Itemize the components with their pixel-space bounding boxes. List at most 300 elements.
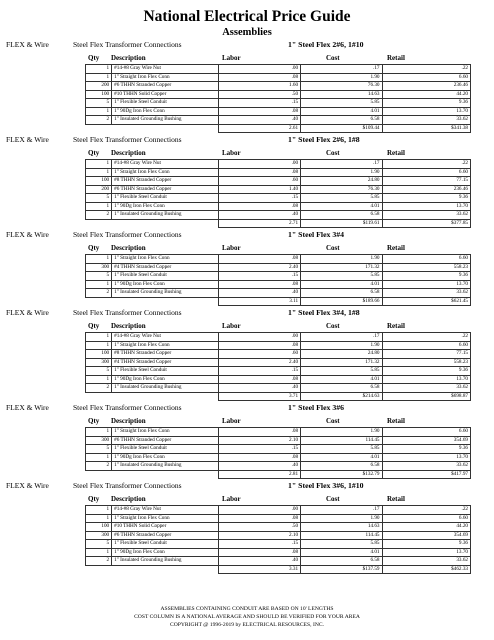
total-cost: $189.66 [301,297,382,306]
cell-retail: 33.62 [382,557,470,566]
cell-description: 1" 90Dg Iron Flex Conn [112,375,219,384]
cell-cost: 171.32 [301,263,382,272]
column-header-description: Description [111,495,146,503]
cell-qty: 2 [86,116,112,125]
cell-cost: 14.63 [301,90,382,99]
cell-retail: 558.23 [382,358,470,367]
cell-cost: 76.30 [301,82,382,91]
section-type: Steel Flex Transformer Connections [73,481,182,490]
cell-cost: 24.80 [301,350,382,359]
cell-description: 1" 90Dg Iron Flex Conn [112,280,219,289]
table-row [86,82,471,91]
cell-retail: 13.70 [382,375,470,384]
table-row [86,255,471,264]
cell-description: #14-#8 Gray Wire Nut [112,506,219,515]
cell-cost: .17 [301,65,382,74]
total-labor: 3.71 [218,392,300,401]
cell-labor: .15 [218,99,300,108]
section-header [0,402,494,413]
cell-labor: .15 [218,272,300,281]
cell-qty: 1 [86,202,112,211]
cell-cost: 5.85 [301,272,382,281]
section-name: 1" Steel Flex 3#4 [288,230,345,239]
cell-cost: 4.01 [301,375,382,384]
column-headers [0,148,494,159]
table-row [86,280,471,289]
cell-description: 1" 90Dg Iron Flex Conn [112,548,219,557]
cell-qty: 1 [86,341,112,350]
cell-labor: .60 [218,177,300,186]
cell-retail: 6.60 [382,341,470,350]
cell-retail: .22 [382,65,470,74]
cell-labor: .08 [218,548,300,557]
total-row [86,565,471,574]
cell-qty: 1 [86,375,112,384]
blank-cell [86,392,112,401]
cell-retail: 9.36 [382,367,470,376]
cell-qty: 2 [86,211,112,220]
blank-cell [86,297,112,306]
cell-labor: .50 [218,90,300,99]
cell-description: 1" Insulated Grounding Bushing [112,116,219,125]
cell-description: 1" Insulated Grounding Bushing [112,289,219,298]
assembly-items-table [85,64,471,133]
table-row [86,514,471,523]
cell-description: 1" Flexible Steel Conduit [112,540,219,549]
cell-retail: 236.46 [382,185,470,194]
cell-cost: .17 [301,333,382,342]
cell-qty: 1 [86,453,112,462]
assembly-section [0,229,494,306]
assembly-items-table [85,427,471,479]
blank-cell [86,470,112,479]
footer-note-lengths: ASSEMBLIES CONTAINING CONDUIT ARE BASED ON 10' LENGTHS [160,606,334,612]
cell-retail: 33.62 [382,289,470,298]
cell-description: 1" Straight Iron Flex Conn [112,428,219,437]
cell-retail: 13.70 [382,202,470,211]
cell-qty: 300 [86,531,112,540]
cell-cost: 4.01 [301,202,382,211]
table-row [86,436,471,445]
cell-labor: .50 [218,523,300,532]
cell-cost: 5.85 [301,194,382,203]
table-row [86,462,471,471]
cell-cost: .17 [301,506,382,515]
assembly-section [0,307,494,401]
cell-retail: 13.70 [382,453,470,462]
cell-retail: 44.20 [382,90,470,99]
cell-description: #14-#8 Gray Wire Nut [112,65,219,74]
cell-description: #8 THHN Stranded Copper [112,177,219,186]
total-labor: 3.31 [218,565,300,574]
total-retail: $698.87 [382,392,470,401]
column-header-cost: Cost [326,244,340,252]
total-labor: 2.71 [218,219,300,228]
cell-labor: .08 [218,107,300,116]
cell-description: #6 THHN Stranded Copper [112,82,219,91]
blank-cell [112,124,219,133]
column-header-qty: Qty [88,495,100,503]
section-header [0,480,494,491]
column-header-retail: Retail [387,244,405,252]
cell-labor: .15 [218,445,300,454]
column-header-labor: Labor [222,149,241,157]
cell-retail: 33.62 [382,211,470,220]
cell-retail: 6.60 [382,255,470,264]
table-row [86,202,471,211]
cell-retail: 33.62 [382,116,470,125]
cell-qty: 5 [86,445,112,454]
total-retail: $462.33 [382,565,470,574]
cell-retail: 9.36 [382,272,470,281]
cell-description: #4 THHN Stranded Copper [112,358,219,367]
cell-description: 1" Flexible Steel Conduit [112,367,219,376]
cell-qty: 1 [86,428,112,437]
total-labor: 2.61 [218,124,300,133]
cell-labor: 2.40 [218,358,300,367]
cell-description: 1" Flexible Steel Conduit [112,194,219,203]
page-title: National Electrical Price Guide [143,8,351,25]
table-row [86,289,471,298]
cell-labor: 2.10 [218,436,300,445]
cell-labor: 1.40 [218,185,300,194]
cell-retail: 13.70 [382,280,470,289]
cell-labor: .08 [218,375,300,384]
cell-qty: 300 [86,358,112,367]
blank-cell [112,392,219,401]
cell-labor: .08 [218,341,300,350]
blank-cell [112,470,219,479]
table-row [86,73,471,82]
blank-cell [112,219,219,228]
total-row [86,470,471,479]
table-row [86,272,471,281]
column-header-description: Description [111,417,146,425]
cell-qty: 2 [86,462,112,471]
cell-qty: 2 [86,557,112,566]
blank-cell [112,297,219,306]
cell-description: 1" Flexible Steel Conduit [112,445,219,454]
section-type: Steel Flex Transformer Connections [73,135,182,144]
cell-qty: 200 [86,82,112,91]
total-labor: 2.81 [218,470,300,479]
cell-description: 1" Straight Iron Flex Conn [112,168,219,177]
cell-labor: .15 [218,540,300,549]
section-name: 1" Steel Flex 3#4, 1#8 [288,308,360,317]
cell-description: #14-#8 Gray Wire Nut [112,333,219,342]
cell-labor: .40 [218,289,300,298]
cell-retail: 6.60 [382,168,470,177]
cell-description: 1" Insulated Grounding Bushing [112,557,219,566]
column-header-cost: Cost [326,417,340,425]
total-row [86,297,471,306]
total-retail: $377.85 [382,219,470,228]
total-cost: $119.61 [301,219,382,228]
cell-qty: 1 [86,168,112,177]
cell-qty: 1 [86,160,112,169]
cell-qty: 1 [86,65,112,74]
table-row [86,160,471,169]
cell-retail: 77.15 [382,177,470,186]
table-row [86,428,471,437]
cell-qty: 5 [86,272,112,281]
total-row [86,124,471,133]
assembly-section [0,402,494,479]
blank-cell [86,565,112,574]
table-row [86,168,471,177]
column-header-cost: Cost [326,495,340,503]
table-row [86,506,471,515]
cell-cost: 1.90 [301,168,382,177]
cell-cost: 76.30 [301,185,382,194]
cell-cost: 1.90 [301,341,382,350]
cell-retail: 9.36 [382,540,470,549]
section-category: FLEX & Wire [6,135,49,144]
column-header-qty: Qty [88,417,100,425]
cell-labor: .40 [218,116,300,125]
column-header-retail: Retail [387,149,405,157]
cell-description: 1" Straight Iron Flex Conn [112,73,219,82]
column-header-qty: Qty [88,322,100,330]
cell-labor: .08 [218,453,300,462]
assembly-section [0,39,494,133]
cell-retail: 9.36 [382,445,470,454]
section-type: Steel Flex Transformer Connections [73,308,182,317]
cell-description: 1" Insulated Grounding Bushing [112,462,219,471]
cell-cost: 24.80 [301,177,382,186]
cell-cost: 5.85 [301,540,382,549]
cell-qty: 2 [86,384,112,393]
table-row [86,453,471,462]
column-header-labor: Labor [222,54,241,62]
cell-labor: 1.60 [218,82,300,91]
cell-cost: 114.45 [301,531,382,540]
blank-cell [86,219,112,228]
cell-labor: .40 [218,557,300,566]
assembly-items-table [85,254,471,306]
table-row [86,375,471,384]
cell-labor: .15 [218,367,300,376]
cell-cost: 4.01 [301,453,382,462]
cell-cost: 1.90 [301,255,382,264]
cell-labor: .00 [218,65,300,74]
cell-qty: 100 [86,177,112,186]
table-row [86,358,471,367]
total-retail: $417.97 [382,470,470,479]
column-header-retail: Retail [387,54,405,62]
cell-qty: 1 [86,333,112,342]
cell-retail: 6.60 [382,514,470,523]
cell-labor: .08 [218,428,300,437]
cell-labor: .08 [218,255,300,264]
cell-cost: 5.85 [301,99,382,108]
section-category: FLEX & Wire [6,403,49,412]
cell-cost: 1.90 [301,514,382,523]
cell-qty: 5 [86,99,112,108]
cell-labor: .00 [218,506,300,515]
cell-retail: 6.60 [382,73,470,82]
cell-cost: 6.58 [301,211,382,220]
cell-description: 1" 90Dg Iron Flex Conn [112,202,219,211]
cell-qty: 100 [86,350,112,359]
blank-cell [86,124,112,133]
column-header-labor: Labor [222,495,241,503]
column-header-description: Description [111,322,146,330]
cell-qty: 100 [86,90,112,99]
cell-qty: 5 [86,194,112,203]
column-header-labor: Labor [222,417,241,425]
cell-qty: 1 [86,280,112,289]
cell-labor: .40 [218,211,300,220]
cell-retail: .22 [382,333,470,342]
cell-labor: .40 [218,384,300,393]
column-header-retail: Retail [387,417,405,425]
column-header-retail: Retail [387,495,405,503]
cell-retail: 9.36 [382,99,470,108]
table-row [86,90,471,99]
cell-cost: 6.58 [301,116,382,125]
total-cost: $137.59 [301,565,382,574]
cell-retail: 44.20 [382,523,470,532]
cell-description: #6 THHN Stranded Copper [112,531,219,540]
cell-cost: 171.32 [301,358,382,367]
column-header-labor: Labor [222,322,241,330]
cell-cost: 1.90 [301,73,382,82]
cell-description: #10 THHN Solid Copper [112,90,219,99]
cell-qty: 1 [86,514,112,523]
cell-cost: 4.01 [301,280,382,289]
cell-description: #6 THHN Stranded Copper [112,185,219,194]
cell-qty: 1 [86,73,112,82]
total-cost: $132.79 [301,470,382,479]
cell-cost: 6.58 [301,384,382,393]
cell-retail: 13.70 [382,107,470,116]
cell-retail: 9.36 [382,194,470,203]
cell-labor: 2.40 [218,263,300,272]
cell-description: 1" Flexible Steel Conduit [112,272,219,281]
table-row [86,107,471,116]
cell-qty: 100 [86,523,112,532]
column-header-qty: Qty [88,149,100,157]
cell-cost: .17 [301,160,382,169]
cell-retail: .22 [382,506,470,515]
assembly-section [0,480,494,574]
cell-description: 1" Straight Iron Flex Conn [112,255,219,264]
cell-description: #8 THHN Stranded Copper [112,350,219,359]
cell-qty: 300 [86,263,112,272]
cell-description: 1" Straight Iron Flex Conn [112,514,219,523]
cell-description: 1" 90Dg Iron Flex Conn [112,107,219,116]
section-type: Steel Flex Transformer Connections [73,230,182,239]
total-row [86,219,471,228]
cell-retail: 33.62 [382,384,470,393]
table-row [86,367,471,376]
cell-qty: 200 [86,185,112,194]
total-cost: $214.63 [301,392,382,401]
section-category: FLEX & Wire [6,40,49,49]
table-row [86,445,471,454]
cell-cost: 6.58 [301,462,382,471]
total-labor: 3.11 [218,297,300,306]
cell-qty: 1 [86,107,112,116]
cell-labor: .08 [218,73,300,82]
table-row [86,263,471,272]
cell-cost: 1.90 [301,428,382,437]
cell-qty: 1 [86,548,112,557]
assembly-items-table [85,505,471,574]
column-header-qty: Qty [88,54,100,62]
cell-description: #14-#8 Gray Wire Nut [112,160,219,169]
cell-cost: 6.58 [301,557,382,566]
column-header-description: Description [111,244,146,252]
cell-description: 1" Flexible Steel Conduit [112,99,219,108]
total-retail: $621.45 [382,297,470,306]
column-header-cost: Cost [326,54,340,62]
cell-retail: 77.15 [382,350,470,359]
cell-description: 1" Insulated Grounding Bushing [112,384,219,393]
section-category: FLEX & Wire [6,481,49,490]
section-type: Steel Flex Transformer Connections [73,403,182,412]
cell-description: 1" Straight Iron Flex Conn [112,341,219,350]
cell-description: #6 THHN Stranded Copper [112,436,219,445]
table-row [86,116,471,125]
cell-cost: 14.63 [301,523,382,532]
table-row [86,557,471,566]
column-header-retail: Retail [387,322,405,330]
cell-cost: 4.01 [301,548,382,557]
cell-labor: .08 [218,202,300,211]
column-headers [0,416,494,427]
section-category: FLEX & Wire [6,308,49,317]
cell-retail: 558.23 [382,263,470,272]
section-header [0,39,494,50]
cell-labor: .08 [218,168,300,177]
column-header-cost: Cost [326,149,340,157]
table-row [86,99,471,108]
table-row [86,177,471,186]
assembly-items-table [85,332,471,401]
cell-qty: 5 [86,540,112,549]
cell-cost: 5.85 [301,445,382,454]
cell-retail: 236.46 [382,82,470,91]
cell-labor: 2.10 [218,531,300,540]
cell-labor: .00 [218,333,300,342]
footer-copyright: COPYRIGHT @ 1996-2019 by ELECTRICAL RESOURCES, INC. [169,622,324,628]
cell-qty: 1 [86,255,112,264]
section-header [0,229,494,240]
cell-cost: 4.01 [301,107,382,116]
table-row [86,548,471,557]
column-headers [0,321,494,332]
total-retail: $341.38 [382,124,470,133]
section-type: Steel Flex Transformer Connections [73,40,182,49]
total-cost: $109.44 [301,124,382,133]
cell-labor: .60 [218,350,300,359]
assembly-section [0,134,494,228]
footer-note-cost: COST COLUMN IS A NATIONAL AVERAGE AND SHOULD BE VERIFIED FOR YOUR AREA [134,614,360,620]
table-row [86,540,471,549]
table-row [86,350,471,359]
total-row [86,392,471,401]
table-row [86,185,471,194]
table-row [86,341,471,350]
section-name: 1" Steel Flex 2#6, 1#8 [288,135,360,144]
assembly-items-table [85,159,471,228]
cell-qty: 5 [86,367,112,376]
cell-labor: .15 [218,194,300,203]
table-row [86,523,471,532]
section-category: FLEX & Wire [6,230,49,239]
